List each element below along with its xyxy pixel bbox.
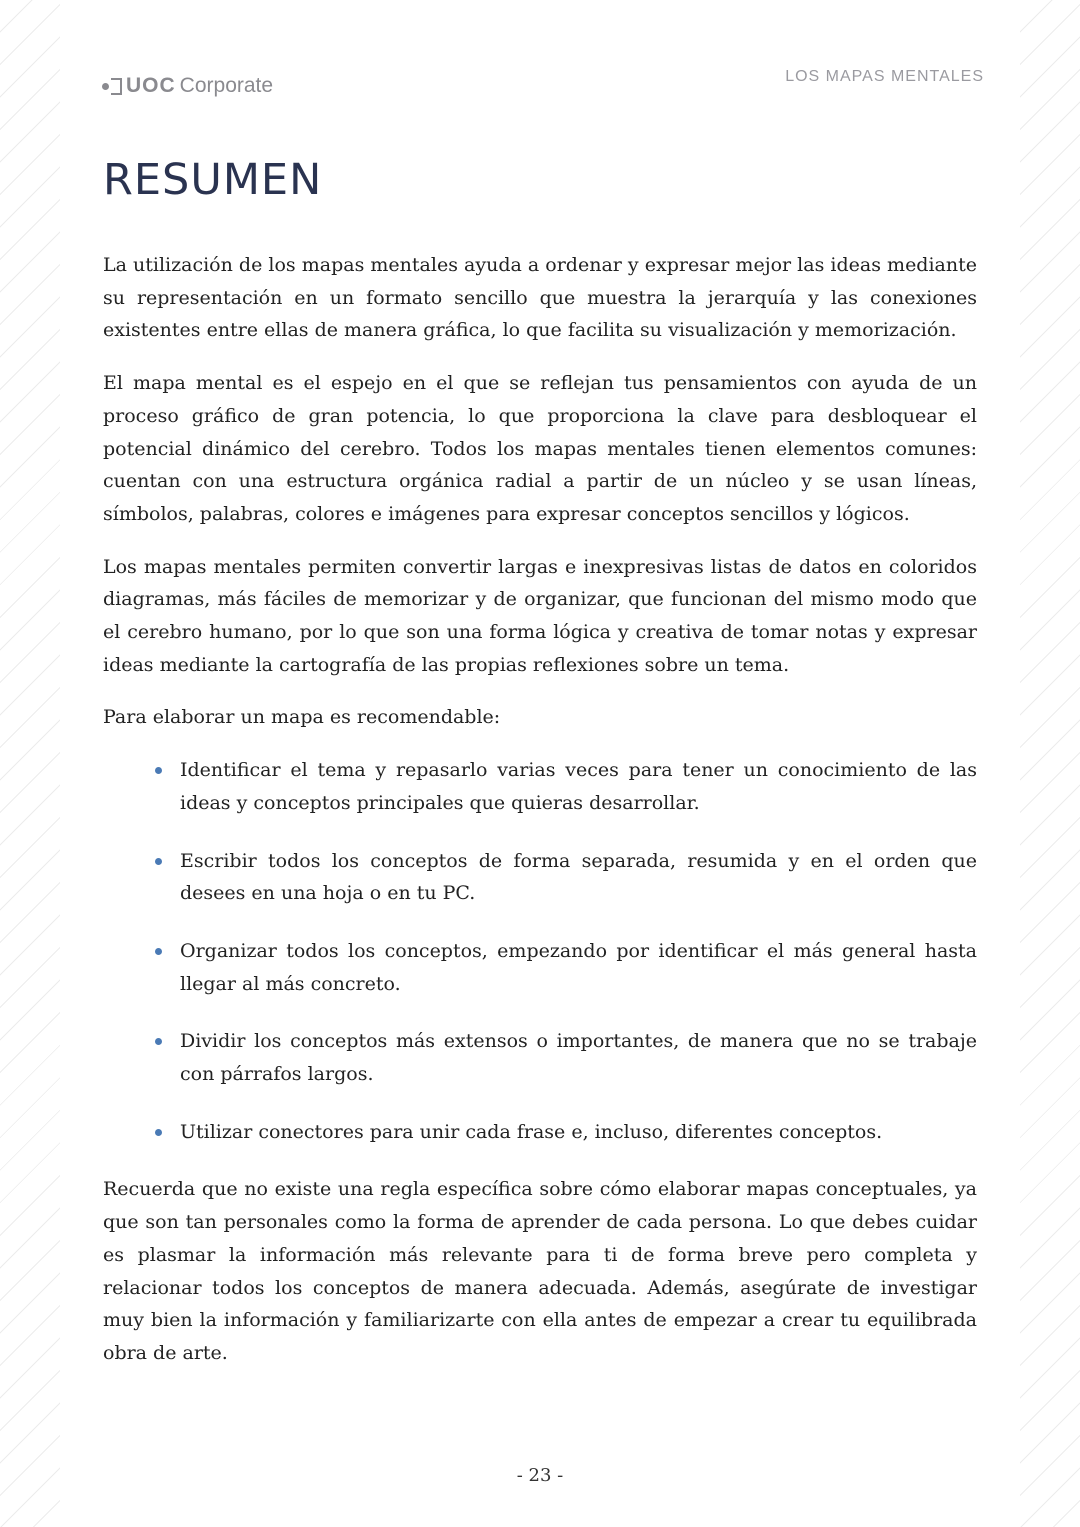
list-item: Escribir todos los conceptos de forma separada, resumida y en el orden que desees en una hoja o en tu PC. — [180, 845, 977, 910]
recommendation-list — [103, 754, 977, 1148]
uoc-logo-icon — [102, 78, 122, 95]
closing-paragraph: Recuerda que no existe una regla específica sobre cómo elaborar mapas conceptuales, ya que son tan personales como la forma de aprender de cada persona. Lo que debes cuidar es plasmar la información más relevante para ti de forma breve pero completa y relacionar todos los conceptos de manera adecuada. Además, asegúrate de investigar muy bien la información y familiarizarte con ella antes de empezar a crear tu equilibrada obra de arte. — [103, 1178, 977, 1364]
logo-brand: UOC — [126, 74, 176, 97]
paragraph: Para elaborar un mapa es recomendable: — [103, 706, 501, 729]
paragraph: El mapa mental es el espejo en el que se reflejan tus pensamientos con ayuda de un proceso gráfico de gran potencia, lo que proporciona la clave para desbloquear el potencial dinámico del cerebro. Todos los mapas mentales tienen elementos comunes: cuentan con una estructura orgánica radial a partir de un núcleo y se usan líneas, símbolos, palabras, colores e imágenes para expresar conceptos sencillos y lógicos. — [103, 372, 977, 525]
list-item: Identificar el tema y repasarlo varias veces para tener un conocimiento de las ideas y conceptos principales que quieras desarrollar. — [180, 754, 977, 819]
logo-suffix: Corporate — [179, 74, 274, 97]
page-title: RESUMEN — [103, 155, 323, 205]
body-content — [103, 249, 977, 1390]
uoc-corporate-logo — [102, 74, 273, 98]
list-item: Organizar todos los conceptos, empezando por identificar el más general hasta llegar al más concreto. — [180, 935, 977, 1000]
decorative-stripes-right — [1020, 0, 1080, 1527]
list-item: Dividir los conceptos más extensos o importantes, de manera que no se trabaje con párrafos largos. — [180, 1025, 977, 1090]
list-item: Utilizar conectores para unir cada frase e, incluso, diferentes conceptos. — [180, 1116, 977, 1149]
paragraph: Los mapas mentales permiten convertir largas e inexpresivas listas de datos en coloridos diagramas, más fáciles de memorizar y de organizar, que funcionan del mismo modo que el cerebro humano, por lo que son una forma lógica y creativa de tomar notas y expresar ideas mediante la cartografía de las propias reflexiones sobre un tema. — [103, 555, 977, 676]
page-number: - 23 - — [516, 1465, 564, 1486]
decorative-stripes-left — [0, 0, 60, 1527]
running-header: LOS MAPAS MENTALES — [785, 68, 984, 85]
paragraph: La utilización de los mapas mentales ayuda a ordenar y expresar mejor las ideas mediante su representación en un formato sencillo que muestra la jerarquía y las conexiones existentes entre ellas de manera gráfica, lo que facilita su visualización y memorización. — [103, 254, 977, 342]
